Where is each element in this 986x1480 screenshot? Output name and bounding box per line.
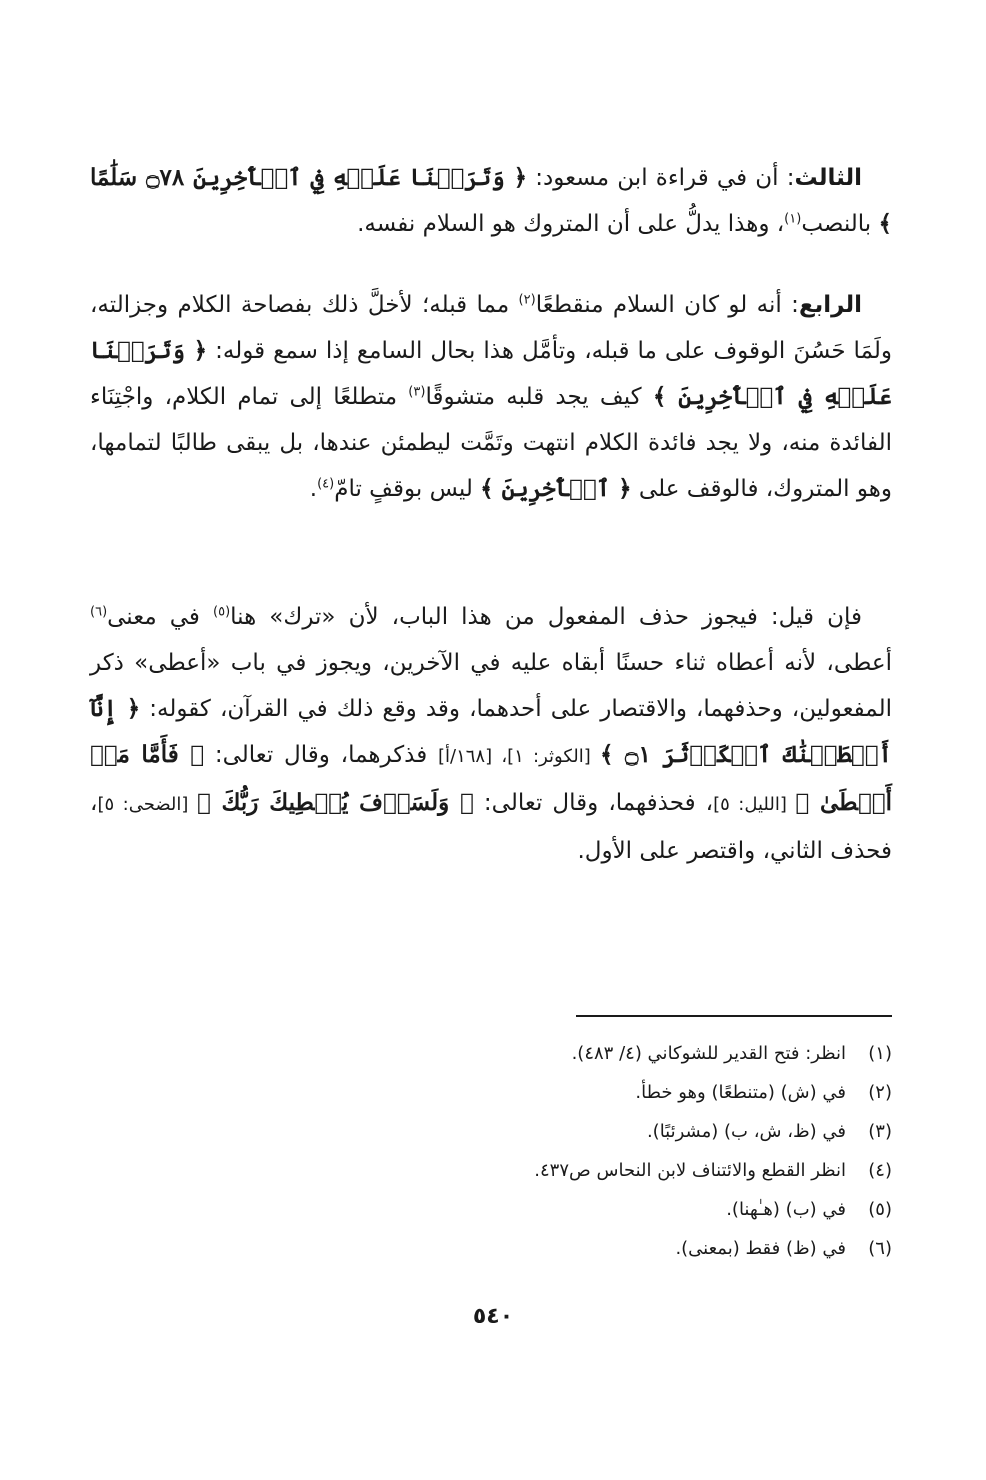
footnote-item	[300, 1190, 892, 1229]
text-run: : أنه لو كان السلام منقطعًا	[535, 292, 799, 318]
footnote-item	[300, 1151, 892, 1190]
footnote-text: في (ش) (متنطعًا) وهو خطأ.	[635, 1082, 846, 1103]
text-run: مما قبله؛ لأخلَّ ذلك بفصاحة الكلام وجزالته، ولَمَا حَسُنَ الوقوف على ما قبله، وتأمَّل هذا بحال السامع إذا سمع قوله:	[90, 292, 892, 364]
footnotes	[300, 1034, 892, 1268]
paragraph-third-point	[90, 155, 892, 247]
footnote-item	[300, 1034, 892, 1073]
text-run: ، فحذفهما، وقال تعالى:	[473, 790, 714, 816]
footnote-item	[300, 1112, 892, 1151]
page-number: ٥٤٠	[472, 1304, 514, 1329]
footnote-marker: (١)	[784, 211, 802, 227]
text-run: ، فحذف الثاني، واقتصر على الأول.	[90, 790, 892, 864]
text-run: .	[309, 476, 318, 502]
text-run: كيف يجد قلبه متشوقًا	[425, 384, 653, 410]
text-run: متطلعًا إلى تمام الكلام، واجْتِنَاء الفائدة منه، ولا يجد فائدة الكلام انتهت وتَمَّت ليطمئن عندها، بل يبقى طالبًا لتمامها، وهو المتروك، فالوقف على	[90, 384, 892, 502]
footnote-number: (٤)	[868, 1160, 892, 1181]
footnote-marker: (٢)	[518, 292, 536, 308]
footnote-marker: (٥)	[213, 604, 231, 620]
text-run: : أن في قراءة ابن مسعود:	[527, 165, 795, 191]
text-run: ليس بوقفٍ تامّ	[334, 476, 481, 502]
footnote-divider	[576, 1015, 892, 1017]
quran-verse: ﴿ وَلَسَوۡفَ يُعۡطِيكَ رَبُّكَ ﴾	[196, 789, 474, 816]
footnote-marker: (٦)	[90, 604, 108, 620]
quran-verse: ﴿ وَتَرَكۡنَا عَلَيۡهِ فِي ٱلۡأٓخِرِينَ ﴾	[90, 337, 892, 410]
text-run: ، وهذا يدلُّ على أن المتروك هو السلام نفسه.	[357, 211, 785, 237]
verse-reference: [الليل: ٥]	[713, 794, 796, 815]
footnote-item	[300, 1229, 892, 1268]
footnote-number: (١)	[868, 1043, 892, 1064]
text-run: فإن قيل: فيجوز حذف المفعول من هذا الباب، لأن «ترك» هنا	[230, 604, 862, 630]
footnote-item	[300, 1073, 892, 1112]
text-run: فذكرهما، وقال تعالى:	[204, 742, 438, 768]
quran-verse: ﴿ فَأَمَّا مَنۡ أَعۡطَىٰ ﴾	[90, 741, 892, 816]
footnote-text: في (ظ، ش، ب) (مشرئبًا).	[646, 1121, 846, 1142]
text-run: أعطى، لأنه أعطاه ثناء حسنًا أبقاه عليه في الآخرين، ويجوز في باب «أعطى» ذكر المفعولين، وحذفهما، والاقتصار على أحدهما، وقد وقع ذلك في القرآن، كقوله:	[90, 650, 892, 722]
footnote-text: انظر القطع والائتناف لابن النحاس ص٤٣٧.	[534, 1160, 846, 1181]
footnote-marker: (٣)	[408, 384, 426, 400]
text-run: في معنى	[107, 604, 213, 630]
paragraph-fourth-point	[90, 282, 892, 512]
text-run: بالنصب	[801, 211, 879, 237]
verse-reference: [الضحى: ٥]	[97, 794, 197, 815]
footnote-number: (٣)	[868, 1121, 892, 1142]
footnote-number: (٦)	[868, 1238, 892, 1259]
quran-verse: ﴿ ٱلۡأٓخِرِينَ ﴾	[480, 475, 632, 502]
quran-verse: ﴿ إِنَّآ أَعۡطَيۡنَٰكَ ٱلۡكَوۡثَرَ ۝١ ﴾	[90, 695, 893, 768]
paragraph-heading: الرابع	[798, 292, 862, 318]
footnote-number: (٢)	[868, 1082, 892, 1103]
footnote-number: (٥)	[868, 1199, 892, 1220]
footnote-text: في (ب) (هـٰهنا).	[726, 1199, 846, 1220]
verse-reference: [الكوثر: ١]، [١٦٨/أ]	[438, 746, 600, 767]
paragraph-objection	[90, 594, 892, 874]
paragraph-heading: الثالث	[794, 165, 862, 191]
quran-verse: ﴿ وَتَرَكۡنَا عَلَيۡهِ فِي ٱلۡأٓخِرِينَ ۝٧٨ سَلَٰمًا ﴾	[90, 164, 892, 237]
footnote-text: انظر: فتح القدير للشوكاني (٤/ ٤٨٣).	[571, 1043, 846, 1064]
footnote-marker: (٤)	[317, 476, 335, 492]
footnote-text: في (ظ) فقط (بمعنى).	[675, 1238, 846, 1259]
